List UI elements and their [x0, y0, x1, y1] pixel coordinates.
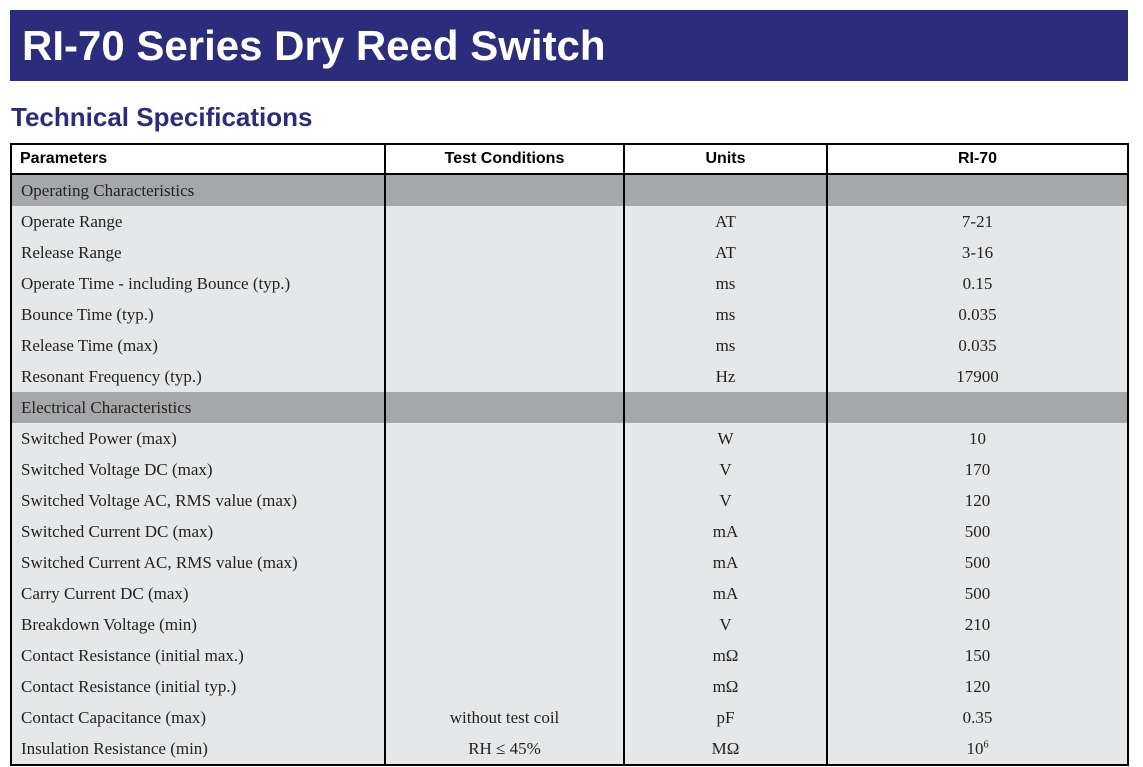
value-cell: 0.035	[827, 330, 1128, 361]
unit-cell: V	[624, 454, 827, 485]
param-cell: Insulation Resistance (min)	[11, 733, 385, 765]
condition-cell	[385, 671, 624, 702]
table-row	[11, 454, 1128, 485]
value-exponent: 6	[983, 738, 989, 750]
table-row	[11, 361, 1128, 392]
value-cell: 500	[827, 547, 1128, 578]
value-cell: 17900	[827, 361, 1128, 392]
page-title: RI-70 Series Dry Reed Switch	[22, 22, 606, 69]
value-cell: 10	[827, 423, 1128, 454]
table-row	[11, 640, 1128, 671]
header-test-conditions: Test Conditions	[385, 144, 624, 174]
unit-cell: mA	[624, 578, 827, 609]
header-units: Units	[624, 144, 827, 174]
table-row	[11, 330, 1128, 361]
param-cell: Release Time (max)	[11, 330, 385, 361]
value-cell: 0.15	[827, 268, 1128, 299]
condition-cell	[385, 609, 624, 640]
param-cell: Operate Time - including Bounce (typ.)	[11, 268, 385, 299]
value-cell: 210	[827, 609, 1128, 640]
unit-cell: ms	[624, 268, 827, 299]
category-row-operating	[11, 174, 1128, 206]
param-cell: Switched Voltage AC, RMS value (max)	[11, 485, 385, 516]
unit-cell: AT	[624, 237, 827, 268]
value-cell: 0.35	[827, 702, 1128, 733]
table-row	[11, 237, 1128, 268]
unit-cell: mΩ	[624, 640, 827, 671]
value-cell: 500	[827, 578, 1128, 609]
value-cell: 7-21	[827, 206, 1128, 237]
param-cell: Contact Capacitance (max)	[11, 702, 385, 733]
param-cell: Switched Current AC, RMS value (max)	[11, 547, 385, 578]
table-row	[11, 423, 1128, 454]
table-row	[11, 516, 1128, 547]
param-cell: Operate Range	[11, 206, 385, 237]
unit-cell: MΩ	[624, 733, 827, 765]
param-cell: Carry Current DC (max)	[11, 578, 385, 609]
unit-cell: AT	[624, 206, 827, 237]
value-cell: 0.035	[827, 299, 1128, 330]
table-header-row	[11, 144, 1128, 174]
condition-cell	[385, 237, 624, 268]
value-cell: 500	[827, 516, 1128, 547]
category-row-electrical	[11, 392, 1128, 423]
condition-cell	[385, 423, 624, 454]
title-banner	[10, 10, 1128, 81]
condition-cell	[385, 330, 624, 361]
param-cell: Switched Current DC (max)	[11, 516, 385, 547]
param-cell: Switched Power (max)	[11, 423, 385, 454]
param-cell: Contact Resistance (initial max.)	[11, 640, 385, 671]
condition-cell	[385, 206, 624, 237]
table-row	[11, 485, 1128, 516]
condition-cell	[385, 578, 624, 609]
unit-cell: V	[624, 609, 827, 640]
condition-cell: without test coil	[385, 702, 624, 733]
value-cell	[827, 733, 1128, 765]
condition-cell: RH ≤ 45%	[385, 733, 624, 765]
section-heading: Technical Specifications	[11, 102, 313, 132]
unit-cell: mA	[624, 547, 827, 578]
unit-cell: W	[624, 423, 827, 454]
spec-table	[10, 143, 1129, 766]
category-label: Operating Characteristics	[11, 174, 385, 206]
header-ri-70: RI-70	[827, 144, 1128, 174]
value-cell: 3-16	[827, 237, 1128, 268]
param-cell: Release Range	[11, 237, 385, 268]
table-row	[11, 268, 1128, 299]
param-cell: Breakdown Voltage (min)	[11, 609, 385, 640]
category-label: Electrical Characteristics	[11, 392, 385, 423]
value-cell: 170	[827, 454, 1128, 485]
param-cell: Resonant Frequency (typ.)	[11, 361, 385, 392]
table-row	[11, 733, 1128, 765]
unit-cell: Hz	[624, 361, 827, 392]
header-parameters: Parameters	[11, 144, 385, 174]
unit-cell: ms	[624, 299, 827, 330]
table-row	[11, 702, 1128, 733]
param-cell: Switched Voltage DC (max)	[11, 454, 385, 485]
table-row	[11, 547, 1128, 578]
condition-cell	[385, 361, 624, 392]
condition-cell	[385, 454, 624, 485]
table-row	[11, 578, 1128, 609]
condition-cell	[385, 640, 624, 671]
unit-cell: V	[624, 485, 827, 516]
value-cell: 150	[827, 640, 1128, 671]
unit-cell: pF	[624, 702, 827, 733]
value-cell: 120	[827, 671, 1128, 702]
value-base: 10	[966, 738, 984, 758]
condition-cell	[385, 516, 624, 547]
condition-cell	[385, 268, 624, 299]
table-row	[11, 299, 1128, 330]
condition-cell	[385, 547, 624, 578]
condition-cell	[385, 299, 624, 330]
table-row	[11, 206, 1128, 237]
param-cell: Contact Resistance (initial typ.)	[11, 671, 385, 702]
condition-cell	[385, 485, 624, 516]
unit-cell: ms	[624, 330, 827, 361]
value-cell: 120	[827, 485, 1128, 516]
table-row	[11, 609, 1128, 640]
param-cell: Bounce Time (typ.)	[11, 299, 385, 330]
table-row	[11, 671, 1128, 702]
unit-cell: mA	[624, 516, 827, 547]
unit-cell: mΩ	[624, 671, 827, 702]
